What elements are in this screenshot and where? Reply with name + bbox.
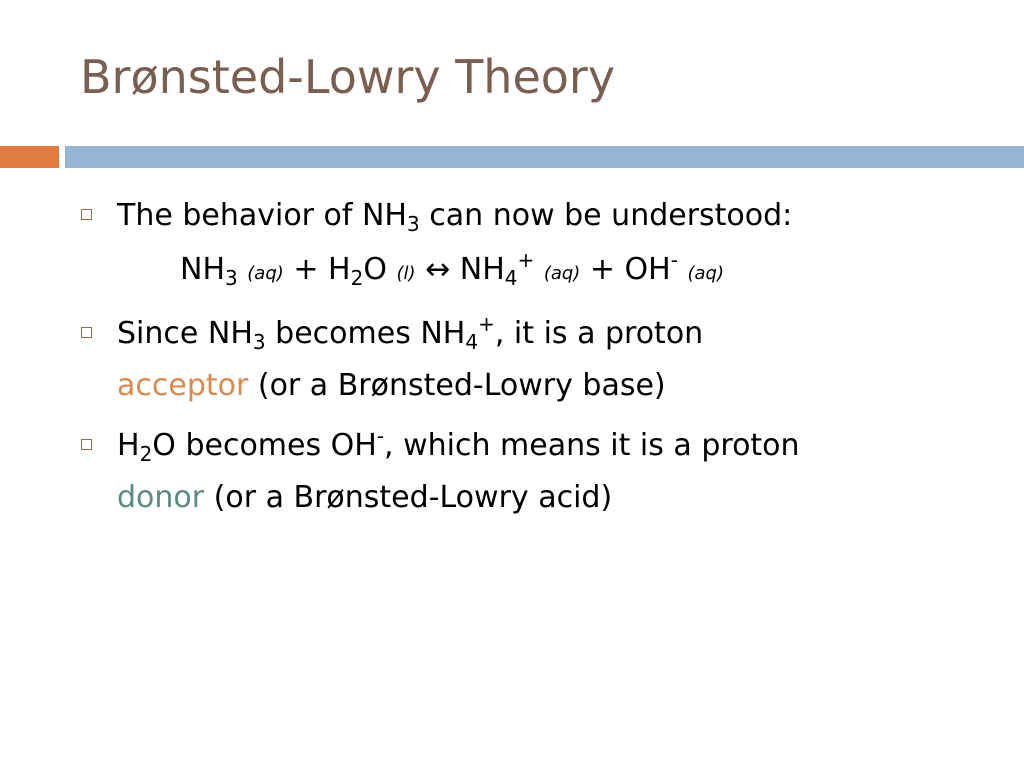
- bullet-2: [80, 308, 980, 412]
- bullet-3-line-2: donor (or a Brønsted-Lowry acid): [117, 480, 613, 515]
- bullet-1: [80, 190, 980, 242]
- bullet-2-line-1: Since $NH_3$ becomes $NH_4^+$, it is a proton: [117, 312, 704, 354]
- chemical-equation: $NH_3$ $(aq) + H_2O$ (l) ↔ $NH_4^+$ (aq) + OH- (aq): [180, 248, 725, 290]
- acceptor-term: acceptor: [117, 368, 249, 403]
- bullet-3-line-1: $H_2O$ becomes OH-, which means it is a proton: [117, 424, 800, 466]
- bullet-3: [80, 420, 980, 524]
- square-bullet-icon: [81, 327, 92, 338]
- donor-term: donor: [117, 480, 205, 515]
- slide-body: [80, 190, 980, 524]
- title-rule-orange: [0, 146, 59, 168]
- slide-title: Brønsted-Lowry Theory: [80, 50, 616, 104]
- title-rule-blue: [65, 146, 1024, 168]
- bullet-1-text: The behavior of $NH_3$ can now be understood:: [117, 198, 793, 236]
- bullet-2-line-2: acceptor (or a Brønsted-Lowry base): [117, 368, 666, 403]
- square-bullet-icon: [81, 439, 92, 450]
- square-bullet-icon: [81, 209, 92, 220]
